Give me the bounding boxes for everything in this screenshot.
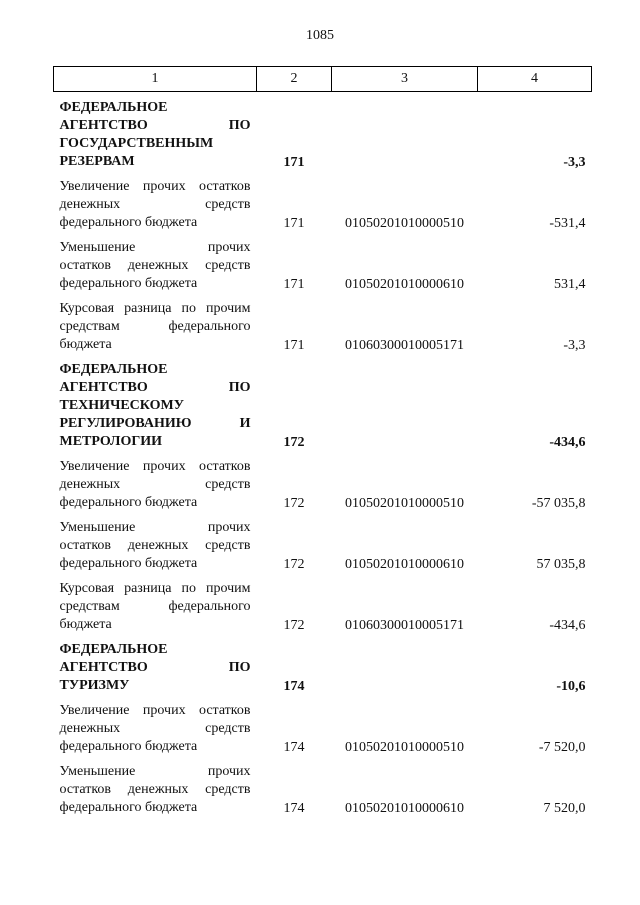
- name-line: Увеличение прочих остатков: [59, 179, 251, 194]
- admin-code: 174: [283, 679, 305, 694]
- name-line: МЕТРОЛОГИИ: [59, 434, 163, 449]
- item-name: [54, 232, 257, 293]
- admin-code: 172: [283, 618, 305, 633]
- agency-row: [54, 354, 592, 451]
- name-line: Увеличение прочих остатков: [59, 459, 251, 474]
- budget-classification-code: 01050201010000610: [345, 557, 464, 572]
- item-name: [54, 512, 257, 573]
- item-name: [54, 756, 257, 817]
- budget-classification-code: 01050201010000510: [345, 496, 464, 511]
- name-line: денежных средств: [59, 721, 251, 736]
- table-header: [54, 67, 592, 92]
- table-row: [54, 451, 592, 512]
- admin-code: 172: [283, 557, 305, 572]
- name-line: РЕГУЛИРОВАНИЮ И: [59, 416, 251, 431]
- item-name: [54, 695, 257, 756]
- name-line: Уменьшение прочих: [59, 240, 251, 255]
- budget-classification-code: 01050201010000510: [345, 216, 464, 231]
- name-line: федерального бюджета: [59, 800, 198, 815]
- name-line: федерального бюджета: [59, 739, 198, 754]
- name-line: денежных средств: [59, 197, 251, 212]
- table-row: [54, 232, 592, 293]
- item-name: [54, 573, 257, 634]
- admin-code: 171: [283, 277, 305, 292]
- amount: -10,6: [556, 679, 586, 694]
- budget-classification-code: 01050201010000610: [345, 277, 464, 292]
- admin-code: 171: [283, 155, 305, 170]
- admin-code: 172: [283, 435, 305, 450]
- amount: -434,6: [549, 618, 586, 633]
- name-line: Курсовая разница по прочим: [59, 301, 251, 316]
- header-col-4: 4: [478, 67, 592, 92]
- amount: -3,3: [563, 338, 586, 353]
- name-line: остатков денежных средств: [59, 538, 251, 553]
- agency-row: [54, 634, 592, 695]
- header-col-3: 3: [332, 67, 478, 92]
- name-line: ФЕДЕРАЛЬНОЕ: [59, 100, 168, 115]
- budget-classification-code: [332, 354, 478, 451]
- name-line: остатков денежных средств: [59, 782, 251, 797]
- name-line: средствам федерального: [59, 599, 251, 614]
- name-line: ТЕХНИЧЕСКОМУ: [59, 398, 184, 413]
- amount: -531,4: [549, 216, 586, 231]
- name-line: остатков денежных средств: [59, 258, 251, 273]
- agency-name: [54, 634, 257, 695]
- agency-row: [54, 92, 592, 172]
- amount: 7 520,0: [543, 801, 586, 816]
- item-name: [54, 451, 257, 512]
- agency-name: [54, 92, 257, 172]
- table-row: [54, 512, 592, 573]
- header-col-2: 2: [257, 67, 332, 92]
- name-line: АГЕНТСТВО ПО: [59, 118, 251, 133]
- amount: 57 035,8: [536, 557, 586, 572]
- amount: -57 035,8: [531, 496, 586, 511]
- admin-code: 172: [283, 496, 305, 511]
- table-row: [54, 573, 592, 634]
- admin-code: 174: [283, 740, 305, 755]
- amount: -7 520,0: [538, 740, 586, 755]
- table-row: [54, 695, 592, 756]
- amount: -3,3: [563, 155, 586, 170]
- item-name: [54, 293, 257, 354]
- name-line: ФЕДЕРАЛЬНОЕ: [59, 362, 168, 377]
- name-line: АГЕНТСТВО ПО: [59, 660, 251, 675]
- budget-classification-code: 01060300010005171: [345, 618, 464, 633]
- name-line: федерального бюджета: [59, 556, 198, 571]
- table-body: [54, 92, 592, 818]
- name-line: ГОСУДАРСТВЕННЫМ: [59, 136, 214, 151]
- name-line: федерального бюджета: [59, 215, 198, 230]
- name-line: федерального бюджета: [59, 495, 198, 510]
- name-line: бюджета: [59, 337, 112, 352]
- name-line: РЕЗЕРВАМ: [59, 154, 135, 169]
- page-number: 1085: [306, 28, 334, 43]
- table-row: [54, 171, 592, 232]
- name-line: Уменьшение прочих: [59, 764, 251, 779]
- amount: -434,6: [549, 435, 586, 450]
- name-line: Уменьшение прочих: [59, 520, 251, 535]
- name-line: Курсовая разница по прочим: [59, 581, 251, 596]
- budget-classification-code: 01050201010000510: [345, 740, 464, 755]
- name-line: ТУРИЗМУ: [59, 678, 130, 693]
- item-name: [54, 171, 257, 232]
- header-col-1: 1: [54, 67, 257, 92]
- admin-code: 171: [283, 216, 305, 231]
- name-line: АГЕНТСТВО ПО: [59, 380, 251, 395]
- table-row: [54, 293, 592, 354]
- budget-classification-code: 01060300010005171: [345, 338, 464, 353]
- name-line: Увеличение прочих остатков: [59, 703, 251, 718]
- name-line: денежных средств: [59, 477, 251, 492]
- agency-name: [54, 354, 257, 451]
- admin-code: 171: [283, 338, 305, 353]
- budget-classification-code: [332, 634, 478, 695]
- amount: 531,4: [554, 277, 586, 292]
- budget-classification-code: 01050201010000610: [345, 801, 464, 816]
- admin-code: 174: [283, 801, 305, 816]
- name-line: средствам федерального: [59, 319, 251, 334]
- name-line: ФЕДЕРАЛЬНОЕ: [59, 642, 168, 657]
- budget-table: [53, 66, 592, 817]
- name-line: федерального бюджета: [59, 276, 198, 291]
- budget-classification-code: [332, 92, 478, 172]
- table-row: [54, 756, 592, 817]
- name-line: бюджета: [59, 617, 112, 632]
